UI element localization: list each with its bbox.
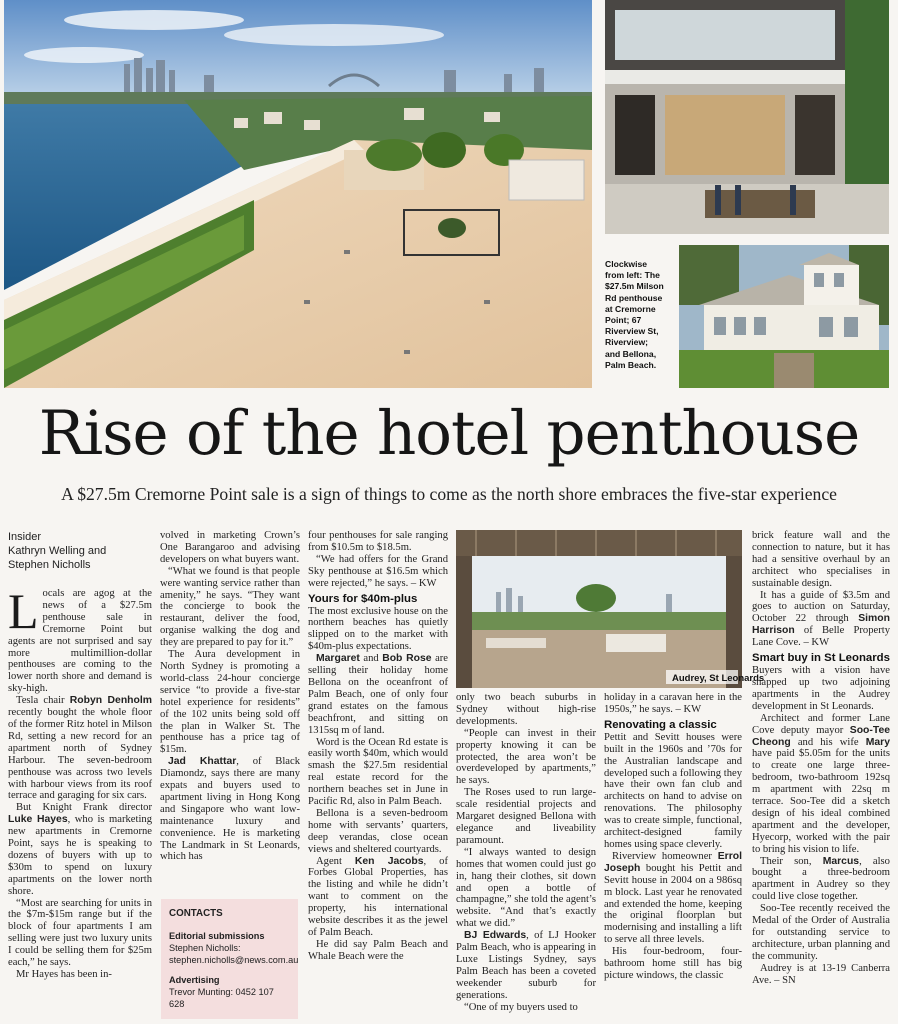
photo-audrey-st-leonards [456, 530, 765, 688]
editorial-label: Editorial submissions [169, 931, 265, 941]
editorial-email[interactable]: stephen.nicholls@news.com.au [169, 955, 299, 965]
article-paragraph: Word is the Ocean Rd estate is easily worth $40m, which would smash the $27.5m residential real estate record for the northern beaches set in June in Pacific Rd, also in Palm Beach. [308, 736, 448, 808]
article-paragraph: “People can invest in their property knowing it can be protected, the area won’t be overdeveloped by apartments,” he says. [456, 727, 596, 787]
article-paragraph: He did say Palm Beach and Whale Beach were the [308, 938, 448, 962]
article-paragraph: It has a guide of $3.5m and goes to auction on Saturday, October 22 through Simon Harrison of Belle Property Lane Cove. – KW [752, 589, 890, 649]
article-column-2 [160, 530, 300, 896]
photo-location-label: Audrey, St Leonards [672, 673, 765, 684]
article-column-1 [8, 530, 152, 1022]
article-paragraph: brick feature wall and the connection to nature, but it has had a sensitive overhaul by an architect who specialises in sustainable design. [752, 530, 890, 589]
caption-line: at Cremorne [605, 303, 656, 314]
article-paragraph: The most exclusive house on the northern beaches has quietly slipped on to the market with $40m-plus expectations. [308, 605, 448, 653]
article-column-4 [456, 692, 596, 1022]
article-paragraph: His four-bedroom, four-bathroom home still has big picture windows, the classic [604, 946, 742, 981]
drop-cap: L [8, 583, 39, 639]
caption-line: from left: The [605, 270, 660, 281]
caption-line: Riverview; [605, 337, 648, 348]
article-paragraph: “I always wanted to design homes that women could just go in, hang their clothes, sit down and open a bottle of champagne,” she told the agent’s website. “And that’s exactly what we did.” [456, 846, 596, 930]
article-paragraph: Pettit and Sevitt houses were built in the 1960s and ’70s for the Australian landscape and developed such a following they have their own fan club and architects on hand to advise on renovations. The philosophy was to create simple, functional, architect-designed family homes using space cleverly. [604, 731, 742, 850]
article-paragraph: Agent Ken Jacobs, of Forbes Global Properties, has the listing and while he didn’t want to comment on the property, his international website describes it as the jewel of Palm Beach. [308, 855, 449, 938]
article-paragraph: Soo-Tee recently received the Medal of the Order of Australia for outstanding service to architecture, urban planning and the community. [752, 903, 890, 962]
subheading: Yours for $40m-plus [308, 592, 418, 605]
article-column-6 [752, 530, 890, 1022]
editorial-name: Stephen Nicholls: [169, 943, 241, 953]
caption-line: Rd penthouse [605, 292, 663, 303]
article-paragraph: “One of my buyers used to [464, 1001, 578, 1013]
article-paragraph: Architect and former Lane Cove deputy mayor Soo-Tee Cheong and his wife Mary have paid $5.05m for the units to create one large three-bedroom, two-bathroom 192sq m apartment with 22sq m terrace. Soo-Tee did a sketch design of his ideal combined apartment and the developer, Hyecorp, worked with the pair to bring his vision to life. [752, 712, 890, 855]
caption-line: Riverview St, [605, 326, 659, 337]
subheading: Smart buy in St Leonards [752, 652, 890, 665]
hero-photo-penthouse-terrace [4, 0, 592, 388]
article-paragraph: volved in marketing Crown’s One Barangaroo and advising developers on what buyers want. [160, 530, 300, 565]
headline: Rise of the hotel penthouse [38, 398, 860, 469]
contacts-box [161, 899, 298, 1019]
article-paragraph: holiday in a caravan here in the 1950s,” he says. – KW [604, 692, 742, 715]
caption-line: Point; 67 [605, 315, 642, 326]
article-paragraph: Tesla chair Robyn Denholm recently bought the whole floor of the former Ritz hotel in Milson Rd, setting a new record for an apartment north of Sydney Harbour. The seven-bedroom penthouse was across two levels with harbour views from its roof terrace and garaging for six cars. [8, 695, 152, 802]
article-paragraph: “Most are searching for units in the $7m-$15m range but if the block of four apartments I am selling were just two luxury units I could be selling them for $25m each,” he says. [8, 897, 152, 969]
article-column-5 [604, 692, 742, 1022]
article-paragraph: Audrey is at 13-19 Canberra Ave. – SN [752, 962, 890, 986]
photo-caption [605, 259, 675, 371]
byline-authors: Kathryn Welling and [8, 545, 107, 557]
article-paragraph: Riverview homeowner Errol Joseph bought his Pettit and Sevitt house in 2004 on a 986sq m block. Last year he renovated and extended the home, keeping the original floorplan but modernising and installing a lift to serve all three levels. [604, 850, 742, 946]
article-paragraph: Locals are agog at the news of a $27.5m penthouse sale in Cremorne Point but agents are not surprised and say more multimillion-dollar penthouses are coming to the lower north shore and demand is sky-high. [8, 583, 152, 695]
article-paragraph: Mr Hayes has been in- [16, 969, 112, 980]
advertising-label: Advertising [169, 975, 220, 985]
byline-label: Insider [8, 531, 42, 543]
caption-line: Palm Beach. [605, 359, 657, 370]
article-paragraph: Jad Khattar, of Black Diamondz, says there are many expats and buyers used to apartment living in Hong Kong and Singapore who want low-maintenance luxury and convenience. He is marketing The Landmark in St Leonards, which has [160, 756, 300, 863]
article-paragraph: Bellona is a seven-bedroom home with servants’ quarters, deep verandas, close ocean views and sheltered courtyards. [308, 807, 448, 855]
article-column-3 [308, 530, 448, 1022]
article-paragraph: Margaret and Bob Rose are selling their holiday home Bellona on the oceanfront of Palm Beach, one of only four grand estates on the famous beachfront, and sitting on 1315sq m of land. [308, 653, 448, 736]
article-paragraph: BJ Edwards, of LJ Hooker Palm Beach, who is appearing in Luxe Listings Sydney, says Palm Beach has been a coveted weekender suburb for generations. [456, 930, 596, 1001]
article-paragraph: “What we found is that people were wanting service rather than amenity,” he says. “They want the concierge to book the restaurant, deliver the food, organise walking the dog and they are prepared to pay for it.” [160, 565, 300, 649]
article-paragraph: “We had offers for the Grand Sky penthouse at $16.5m which were rejected,” he says. – KW [308, 553, 448, 589]
subheading: Renovating a classic [604, 718, 717, 731]
caption-line: $27.5m Milson [605, 281, 664, 292]
standfirst: A $27.5m Cremorne Point sale is a sign of things to come as the north shore embraces the five-star experience [61, 484, 837, 504]
article-paragraph: Buyers with a vision have snapped up two adjoining apartments in the Audrey development in St Leonards. [752, 665, 890, 712]
contacts-heading: CONTACTS [169, 908, 223, 919]
article-paragraph: only two beach suburbs in Sydney without high-rise developments. [456, 692, 596, 727]
byline-authors: Stephen Nicholls [8, 559, 91, 571]
article-paragraph: The Aura development in North Sydney is promoting a world-class 24-hour concierge service “to provide a five-star hotel experience for residents” of the 102 units being sold off the plan in Walker St. The penthouse has a price tag of $15m. [160, 649, 300, 756]
article-paragraph: The Roses used to run large-scale residential projects and Margaret designed Bellona with elegance and liveability paramount. [456, 787, 596, 846]
article-paragraph: Their son, Marcus, also bought a three-bedroom apartment in Audrey so they could live close together. [752, 855, 890, 903]
photo-bellona-palm-beach [679, 245, 889, 388]
photo-riverview-house [605, 0, 889, 234]
byline [8, 530, 152, 572]
article-paragraph: But Knight Frank director Luke Hayes, who is marketing new apartments in Cremorne Point, says he is speaking to dozens of buyers with up to $30m to spend on luxury apartments on the lower north shore. [8, 802, 152, 897]
caption-line: Clockwise [605, 259, 648, 269]
caption-line: and Bellona, [605, 348, 657, 359]
article-paragraph: four penthouses for sale ranging from $10.5m to $18.5m. [308, 530, 448, 553]
advertising-contact: Trevor Munting: 0452 107 628 [169, 987, 274, 1009]
